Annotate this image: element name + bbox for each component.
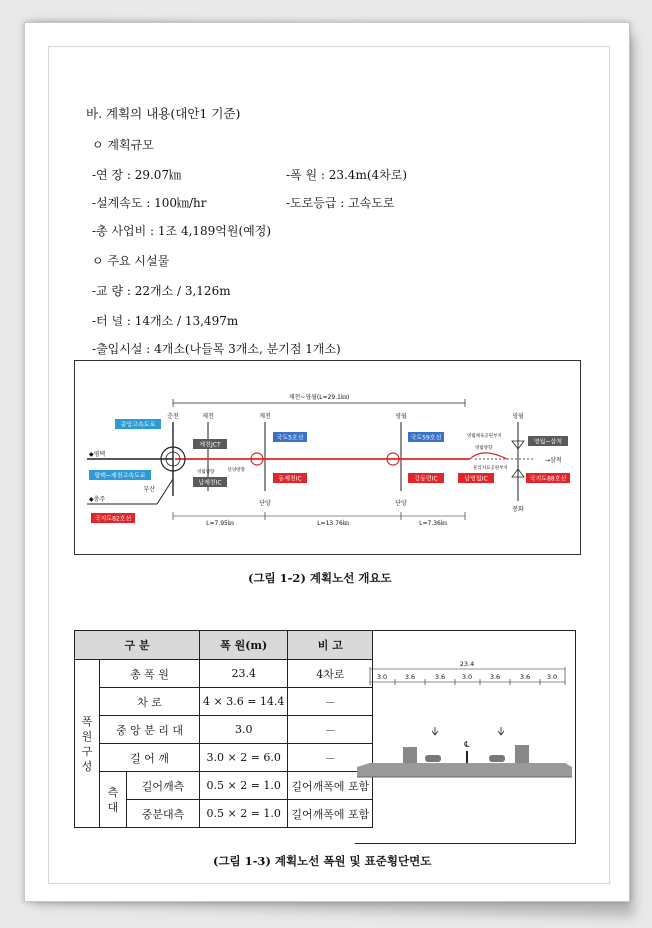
segment-2-label: L=13.76㎞: [317, 520, 349, 527]
dim-label: 3.6: [434, 673, 446, 681]
row-note: －: [288, 716, 373, 744]
scale-heading: ㅇ 계획규모: [92, 138, 154, 152]
row-note: －: [288, 688, 373, 716]
dim-label: 3.6: [519, 673, 531, 681]
route5-label: 국도5호선: [276, 434, 304, 442]
route88-label: 국지도88호선: [529, 475, 567, 483]
dong-jecheon-ic-label: 동제천IC: [278, 475, 302, 483]
jungang-expwy-label: 중앙고속도로: [120, 421, 156, 429]
small-label-5: 물리치료공원부지: [473, 466, 508, 471]
table-row: [75, 772, 373, 800]
jecheon-label-1: 제천: [202, 413, 214, 420]
bridge-item: -교 량 : 22개소 / 3,126m: [92, 284, 231, 298]
speed-item: -설계속도 : 100㎞/hr: [92, 196, 207, 210]
width-item: -폭 원 : 23.4m(4차로): [286, 168, 408, 182]
dim-label: 3.6: [489, 673, 501, 681]
truck-icon: [515, 745, 529, 763]
jecheon-jct-label: 제천JCT: [199, 441, 221, 449]
row-label: 차 로: [100, 688, 200, 716]
table-row: [75, 744, 373, 772]
cross-total-label: 23.4: [459, 660, 475, 668]
nam-jecheon-ic-label: 남제천IC: [198, 479, 222, 487]
group-label: 폭원구성: [75, 660, 100, 828]
road-surface: [357, 763, 572, 777]
dim-label: 3.6: [404, 673, 416, 681]
route59-label: 국도59호선: [410, 434, 442, 442]
tunnel-item: -터 널 : 14개소 / 13,497m: [92, 314, 239, 328]
samcheok-label: →삼척: [545, 457, 562, 464]
header-category: 구 분: [75, 631, 200, 660]
side-label: 측 대: [100, 772, 127, 828]
header-note: 비 고: [288, 631, 373, 660]
dim-label: 3.0: [461, 673, 473, 681]
route-map: [75, 361, 580, 554]
chuncheon-label: 춘천: [167, 413, 179, 420]
access-item: -출입시설 : 4개소(나들목 3개소, 분기점 1개소): [92, 342, 341, 356]
segment-1-label: L=7.95㎞: [206, 520, 234, 527]
row-note: 4차로: [288, 660, 373, 688]
dim-label: 3.0: [546, 673, 558, 681]
jecheon-label-2: 제천: [259, 413, 271, 420]
car-icon: [489, 755, 505, 762]
row-label: 중 앙 분 리 대: [100, 716, 200, 744]
row-note: 길어깨폭에 포함: [288, 772, 373, 800]
figure-1-2-caption: (그림 1-2) 계획노선 개요도: [248, 571, 392, 585]
cross-section-drawing: [357, 659, 572, 796]
row-value: 3.0: [200, 716, 288, 744]
row-label: 길 어 깨: [100, 744, 200, 772]
row-value: 3.0 × 2 = 6.0: [200, 744, 288, 772]
row-value: 23.4: [200, 660, 288, 688]
bonghwa-label: 봉화: [512, 506, 524, 513]
figure-1-3-caption: (그림 1-3) 계획노선 폭원 및 표준횡단면도: [213, 854, 432, 868]
center-mark: ℄: [464, 740, 470, 749]
dim-label: 3.0: [376, 673, 388, 681]
table-row: [75, 716, 373, 744]
row-value: 0.5 × 2 = 1.0: [200, 800, 288, 828]
table-row: [75, 660, 373, 688]
route82-label: 국지도82호선: [94, 515, 132, 523]
small-label-3: 영월체육공원부지: [467, 434, 502, 439]
row-note: －: [288, 744, 373, 772]
busan-label: 부산: [143, 486, 155, 493]
danyang-label-2: 단양: [395, 500, 407, 507]
width-composition-table: [74, 630, 373, 828]
gangdong-ic-label: 강동면IC: [414, 475, 438, 483]
small-label-2: 단양방향: [227, 468, 245, 473]
chungju-label: ◆충주: [89, 496, 106, 503]
row-label: 중분대측: [127, 800, 200, 828]
pt-expwy-label: 평택~제천고속도로: [94, 472, 146, 480]
yeongwol-label-2: 영월: [512, 413, 524, 420]
segment-3-label: L=7.36㎞: [419, 520, 447, 527]
row-value: 4 × 3.6 = 14.4: [200, 688, 288, 716]
grade-item: -도로등급 : 고속도로: [286, 196, 395, 210]
row-value: 0.5 × 2 = 1.0: [200, 772, 288, 800]
facilities-heading: ㅇ 주요 시설물: [92, 254, 170, 268]
pyeongtaek-label: ◆평택: [89, 451, 106, 458]
small-label-1: 영월방향: [197, 470, 215, 475]
samcheok-box-label: 영월~삼척: [533, 438, 563, 446]
yeongwol-label-1: 영월: [395, 413, 407, 420]
row-note: 길어깨폭에 포함: [288, 800, 373, 828]
header-width: 폭 원(m): [200, 631, 288, 660]
length-item: -연 장 : 29.07㎞: [92, 168, 182, 182]
car-icon: [425, 755, 441, 762]
danyang-label-1: 단양: [259, 500, 271, 507]
small-label-4: 영월방향: [475, 446, 493, 451]
total-length-label: 제천~영월(L=29.1㎞): [288, 394, 350, 401]
cost-item: -총 사업비 : 1조 4,189억원(예정): [92, 224, 272, 238]
truck-icon: [403, 747, 417, 763]
route-map-figure: [74, 360, 581, 555]
section-title: 바. 계획의 내용(대안1 기준): [86, 106, 241, 121]
table-row: [75, 688, 373, 716]
row-label: 총 폭 원: [100, 660, 200, 688]
nam-yeongwol-ic-label: 남영월IC: [464, 475, 488, 483]
row-label: 길어깨측: [127, 772, 200, 800]
lane-arrow-icon: [432, 727, 504, 735]
